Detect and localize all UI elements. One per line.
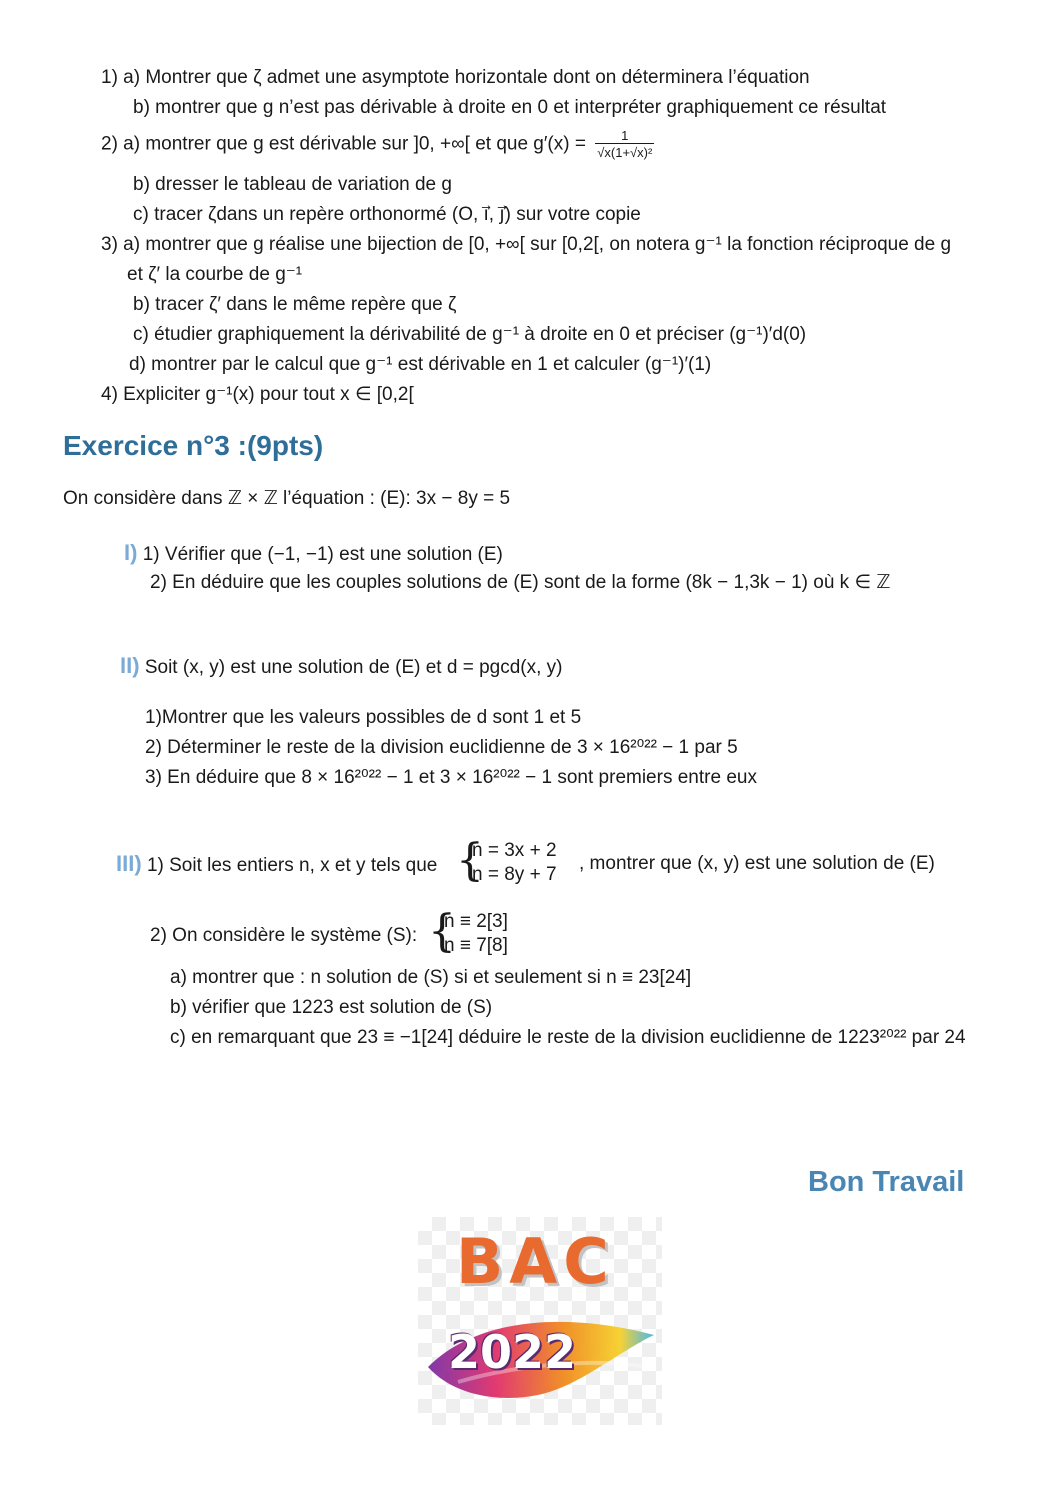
part-II-q2: 2) Déterminer le reste de la division euclidienne de 3 × 16²⁰²² − 1 par 5 xyxy=(145,737,738,758)
q3a-continued: et ζ′ la courbe de g⁻¹ xyxy=(127,264,303,285)
q3a: 3) a) montrer que g réalise une bijection de [0, +∞[ sur [0,2[, on notera g⁻¹ la fonction réciproque de g xyxy=(101,234,952,255)
q2c: c) tracer ζdans un repère orthonormé (O, i⃗, j⃗) sur votre copie xyxy=(133,204,641,225)
fraction-denominator: √x(1+√x)² xyxy=(597,145,653,160)
part-I-label: I) xyxy=(124,540,138,565)
bac-2022-logo xyxy=(418,1217,662,1425)
q2b: b) dresser le tableau de variation de g xyxy=(133,174,452,195)
part-II-q3: 3) En déduire que 8 × 16²⁰²² − 1 et 3 × 16²⁰²² − 1 sont premiers entre eux xyxy=(145,767,757,788)
part-III-q1-pre: 1) Soit les entiers n, x et y tels que xyxy=(146,855,438,876)
q3d: d) montrer par le calcul que g⁻¹ est dérivable en 1 et calculer (g⁻¹)′(1) xyxy=(129,354,712,375)
part-II-head xyxy=(120,654,563,680)
part-I-q2: 2) En déduire que les couples solutions de (E) sont de la forme (8k − 1,3k − 1) où k ∈ ℤ xyxy=(150,572,891,593)
part-II-q1: 1)Montrer que les valeurs possibles de d sont 1 et 5 xyxy=(145,707,582,728)
system-brace-2: { xyxy=(428,906,456,957)
part-III-q2: 2) On considère le système (S): xyxy=(150,925,418,946)
q1a: 1) a) Montrer que ζ admet une asymptote horizontale dont on déterminera l’équation xyxy=(101,67,810,88)
part-III-q1-post: , montrer que (x, y) est une solution de (E) xyxy=(579,853,935,874)
q1b: b) montrer que g n’est pas dérivable à droite en 0 et interpréter graphiquement ce résultat xyxy=(133,97,887,118)
bon-travail: Bon Travail xyxy=(808,1166,965,1198)
q4: 4) Expliciter g⁻¹(x) pour tout x ∈ [0,2[ xyxy=(101,384,414,405)
system-2-line-1: n ≡ 2[3] xyxy=(444,911,508,932)
part-III-label: III) xyxy=(116,851,142,876)
logo-bac-text: BAC xyxy=(456,1225,615,1298)
part-I-q1 xyxy=(124,541,503,567)
fraction-numerator: 1 xyxy=(595,129,654,144)
system-1-line-2: n = 8y + 7 xyxy=(472,864,557,885)
exercise-3-title: Exercice n°3 :(9pts) xyxy=(63,430,324,461)
system-brace-1: { xyxy=(456,835,484,886)
logo-year-text: 2022 xyxy=(448,1325,577,1379)
part-III-q1 xyxy=(116,852,437,878)
system-2-line-2: n ≡ 7[8] xyxy=(444,935,508,956)
part-III-q2b: b) vérifier que 1223 est solution de (S) xyxy=(170,997,493,1018)
q3b: b) tracer ζ′ dans le même repère que ζ xyxy=(133,294,457,315)
part-III-q2a: a) montrer que : n solution de (S) si et seulement si n ≡ 23[24] xyxy=(170,967,692,988)
q2a xyxy=(101,129,658,160)
part-II-label: II) xyxy=(120,653,140,678)
part-I-q1-text: 1) Vérifier que (−1, −1) est une solution (E) xyxy=(142,544,503,565)
q3c: c) étudier graphiquement la dérivabilité de g⁻¹ à droite en 0 et préciser (g⁻¹)′d(0) xyxy=(133,324,807,345)
ex3-intro: On considère dans ℤ × ℤ l’équation : (E): 3x − 8y = 5 xyxy=(63,488,511,509)
part-II-head-text: Soit (x, y) est une solution de (E) et d = pgcd(x, y) xyxy=(144,657,563,678)
part-III-q2c: c) en remarquant que 23 ≡ −1[24] déduire le reste de la division euclidienne de 1223²⁰²² par 24 xyxy=(170,1027,966,1048)
derivative-fraction xyxy=(595,129,654,160)
q2a-text: 2) a) montrer que g est dérivable sur ]0, +∞[ et que g′(x) = xyxy=(101,133,586,155)
system-1-line-1: n = 3x + 2 xyxy=(472,840,557,861)
